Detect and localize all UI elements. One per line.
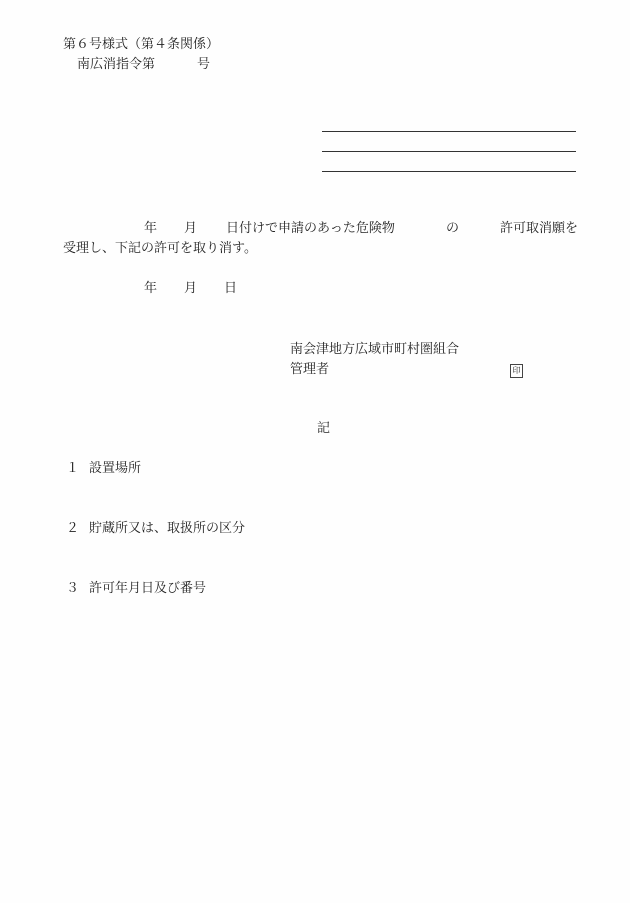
doc-number-suffix: 号 [197,57,211,72]
ki-heading: 記 [317,421,331,436]
issue-month: 月 [184,281,198,296]
seal-mark: 印 [510,364,523,378]
issue-day: 日 [224,281,238,296]
item-2-label: 貯蔵所又は、取扱所の区分 [89,521,246,536]
doc-number-prefix: 南広消指令第 [77,57,156,72]
issuer-title: 管理者 [290,362,330,377]
issue-year: 年 [144,281,158,296]
body-date-suffix: 日付けで申請のあった危険物 [226,221,395,236]
item-3-label: 許可年月日及び番号 [89,581,207,596]
body-application: 許可取消願を [500,221,579,236]
body-month: 月 [184,221,198,236]
recipient-line-1 [322,131,576,132]
item-1-number: １ [66,461,80,476]
recipient-line-3 [322,171,576,172]
item-2-number: ２ [66,521,80,536]
item-3-number: ３ [66,581,80,596]
form-title: 第６号様式（第４条関係） [63,37,220,52]
item-1-label: 設置場所 [89,461,142,476]
body-line-2: 受理し、下記の許可を取り消す。 [63,241,257,256]
recipient-line-2 [322,151,576,152]
issuer-organization: 南会津地方広域市町村圏組合 [290,342,460,357]
body-year: 年 [144,221,158,236]
body-no: の [446,221,460,236]
